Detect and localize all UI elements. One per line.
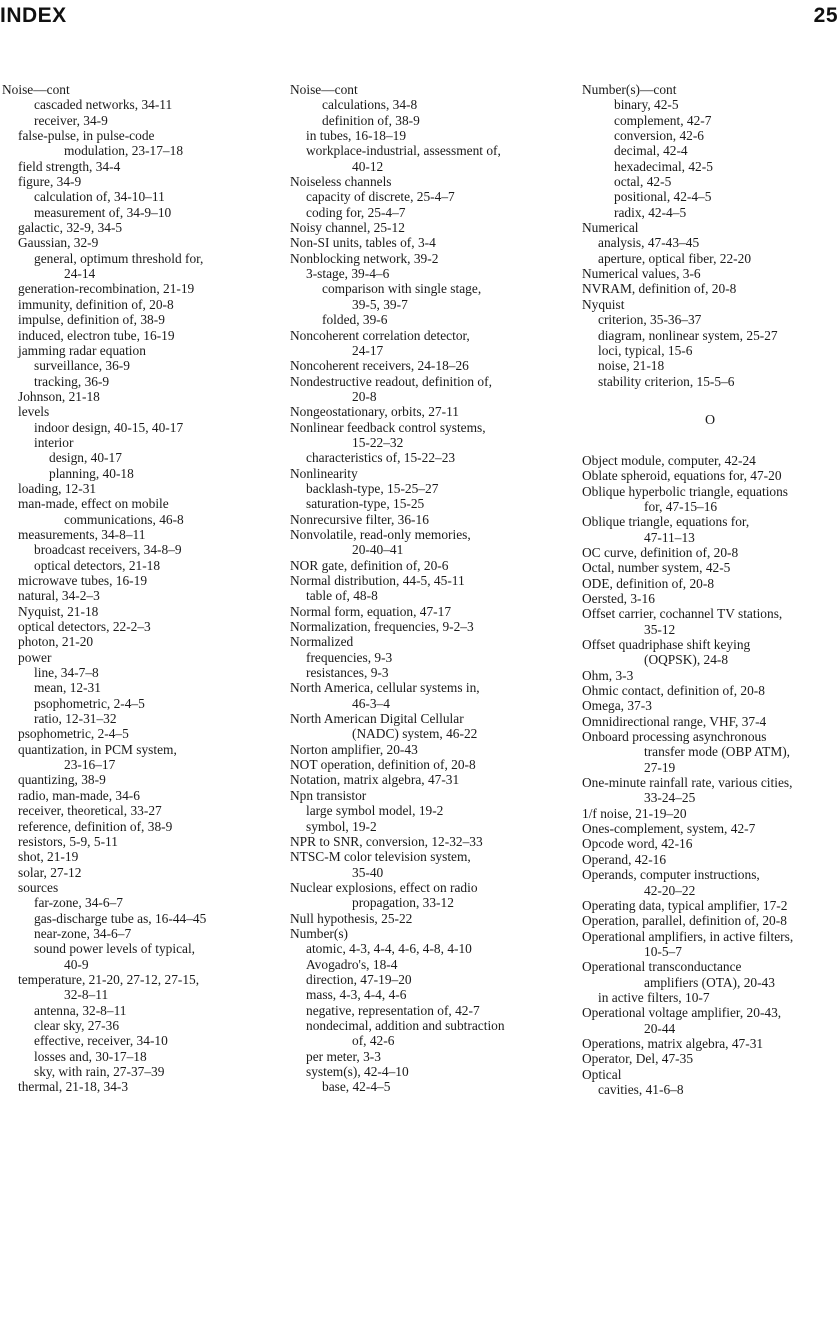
index-main-entry: Operator, Del, 47-35 (582, 1051, 694, 1067)
index-subentry: galactic, 32-9, 34-5 (18, 220, 123, 236)
index-subentry: aperture, optical fiber, 22-20 (598, 250, 752, 266)
index-subentry: 47-11–13 (644, 529, 695, 545)
index-subentry: line, 34-7–8 (34, 665, 99, 681)
index-main-entry: Opcode word, 42-16 (582, 836, 693, 852)
index-subentry: design, 40-17 (49, 450, 122, 466)
index-subentry: far-zone, 34-6–7 (34, 895, 123, 911)
index-subentry: thermal, 21-18, 34-3 (18, 1079, 129, 1095)
index-subentry: 39-5, 39-7 (352, 296, 408, 312)
index-subentry: mean, 12-31 (34, 680, 101, 696)
index-main-entry: Normalization, frequencies, 9-2–3 (290, 619, 474, 635)
index-main-entry: Number(s) (290, 925, 349, 941)
index-subentry: modulation, 23-17–18 (64, 143, 184, 159)
index-main-entry: Operational amplifiers, in active filters, (582, 928, 794, 944)
index-main-entry: Offset carrier, cochannel TV stations, (582, 606, 783, 622)
index-main-entry: Noise—cont (290, 82, 358, 97)
index-subentry: mass, 4-3, 4-4, 4-6 (306, 987, 407, 1003)
index-subentry: levels (18, 404, 50, 420)
index-main-entry: Operation, parallel, definition of, 20-8 (582, 913, 787, 929)
index-main-entry: Number(s)—cont (582, 82, 677, 97)
index-column-1 (2, 82, 264, 1095)
index-subentry: folded, 39-6 (322, 312, 388, 328)
index-subentry: gas-discharge tube as, 16-44–45 (34, 910, 207, 926)
index-subentry: 24-17 (352, 342, 384, 358)
index-main-entry: Noncoherent receivers, 24-18–26 (290, 358, 469, 374)
index-subentry: of, 42-6 (352, 1033, 395, 1049)
index-main-entry: Operand, 42-16 (582, 851, 667, 867)
index-subentry: quantization, in PCM system, (18, 741, 177, 757)
index-subentry: microwave tubes, 16-19 (18, 573, 148, 588)
index-main-entry: Oblique triangle, equations for, (582, 514, 750, 530)
index-main-entry: Nyquist (582, 296, 625, 312)
index-subentry: figure, 34-9 (18, 174, 82, 190)
index-subentry: (OQPSK), 24-8 (644, 652, 729, 668)
index-subentry: resistances, 9-3 (306, 665, 389, 681)
index-main-entry: NOT operation, definition of, 20-8 (290, 757, 476, 773)
index-subentry: negative, representation of, 42-7 (306, 1002, 480, 1018)
index-main-entry: NOR gate, definition of, 20-6 (290, 557, 449, 573)
index-subentry: Nyquist, 21-18 (18, 603, 99, 619)
index-subentry: loading, 12-31 (18, 480, 97, 496)
index-main-entry: Omnidirectional range, VHF, 37-4 (582, 713, 767, 729)
index-subentry: losses and, 30-17–18 (34, 1048, 147, 1064)
index-main-entry: Oblique hyperbolic triangle, equations (582, 483, 789, 499)
index-subentry: psophometric, 2-4–5 (34, 695, 145, 711)
index-subentry: large symbol model, 19-2 (306, 803, 444, 819)
index-main-entry: Norton amplifier, 20-43 (290, 741, 418, 757)
index-subentry: calculations, 34-8 (322, 97, 418, 113)
index-subentry: reference, definition of, 38-9 (18, 818, 173, 834)
index-subentry: interior (34, 434, 74, 450)
index-subentry: analysis, 47-43–45 (598, 235, 700, 251)
index-subentry: 20-8 (352, 388, 377, 404)
index-subentry: calculation of, 34-10–11 (34, 189, 165, 205)
index-subentry: 20-44 (644, 1020, 676, 1036)
index-subentry: in active filters, 10-7 (598, 989, 710, 1005)
index-subentry: planning, 40-18 (49, 465, 134, 481)
index-subentry: 33-24–25 (644, 790, 696, 806)
index-main-entry: Offset quadriphase shift keying (582, 637, 751, 652)
index-main-entry: ODE, definition of, 20-8 (582, 575, 715, 591)
index-subentry: receiver, theoretical, 33-27 (18, 803, 162, 819)
index-main-entry: Operations, matrix algebra, 47-31 (582, 1035, 764, 1051)
index-main-entry: Operational voltage amplifier, 20-43, (582, 1005, 782, 1021)
index-subentry: table of, 48-8 (306, 588, 378, 604)
index-subentry: radix, 42-4–5 (614, 204, 687, 220)
index-subentry: for, 47-15–16 (644, 498, 718, 514)
index-column-2 (290, 82, 560, 1095)
index-subentry: measurements, 34-8–11 (18, 526, 146, 542)
index-main-entry: Object module, computer, 42-24 (582, 452, 756, 468)
index-column-3 (582, 82, 838, 1097)
index-subentry: Gaussian, 32-9 (18, 235, 99, 251)
index-subentry: positional, 42-4–5 (614, 189, 712, 205)
index-subentry: 15-22–32 (352, 434, 404, 450)
index-main-entry: Noise—cont (2, 82, 70, 97)
index-subentry: atomic, 4-3, 4-4, 4-6, 4-8, 4-10 (306, 941, 472, 957)
index-subentry: resistors, 5-9, 5-11 (18, 833, 118, 849)
index-main-entry: Omega, 37-3 (582, 698, 652, 714)
index-subentry: antenna, 32-8–11 (34, 1002, 127, 1018)
index-main-entry: Nonblocking network, 39-2 (290, 250, 439, 266)
index-main-entry: NTSC-M color television system, (290, 849, 471, 865)
index-main-entry: Ohmic contact, definition of, 20-8 (582, 683, 765, 699)
index-subentry: optical detectors, 21-18 (34, 557, 161, 573)
index-subentry: induced, electron tube, 16-19 (18, 327, 175, 343)
index-subentry: loci, typical, 15-6 (598, 342, 693, 358)
index-subentry: workplace-industrial, assessment of, (306, 143, 501, 159)
index-subentry: 35-40 (352, 864, 384, 880)
index-subentry: 35-12 (644, 621, 676, 637)
index-subentry: cascaded networks, 34-11 (34, 97, 173, 113)
index-main-entry: Noisy channel, 25-12 (290, 220, 405, 236)
index-main-entry: North American Digital Cellular (290, 711, 464, 727)
index-subentry: 46-3–4 (352, 695, 390, 711)
index-subentry: broadcast receivers, 34-8–9 (34, 542, 182, 558)
index-subentry: coding for, 25-4–7 (306, 204, 406, 220)
index-subentry: communications, 46-8 (64, 511, 184, 527)
index-subentry: hexadecimal, 42-5 (614, 158, 713, 174)
index-subentry: sources (18, 879, 59, 895)
index-main-entry: Operating data, typical amplifier, 17-2 (582, 897, 788, 913)
index-main-entry: Operands, computer instructions, (582, 867, 760, 883)
index-main-entry: Nonlinearity (290, 465, 358, 481)
index-subentry: transfer mode (OBP ATM), (644, 744, 791, 760)
index-main-entry: Ones-complement, system, 42-7 (582, 821, 756, 837)
index-main-entry: Optical (582, 1066, 622, 1082)
index-subentry: conversion, 42-6 (614, 128, 704, 144)
index-subentry: comparison with single stage, (322, 281, 482, 297)
index-main-entry: Noncoherent correlation detector, (290, 327, 470, 343)
index-subentry: propagation, 33-12 (352, 895, 454, 911)
index-subentry: symbol, 19-2 (306, 818, 377, 834)
index-main-entry: Non-SI units, tables of, 3-4 (290, 235, 436, 251)
index-subentry: 42-20–22 (644, 882, 696, 898)
index-subentry: false-pulse, in pulse-code (18, 128, 155, 144)
index-subentry: 10-5–7 (644, 943, 682, 959)
running-head-title: INDEX (0, 4, 67, 27)
index-subentry: ratio, 12-31–32 (34, 711, 117, 727)
index-subentry: photon, 21-20 (18, 634, 94, 650)
index-main-entry: Nuclear explosions, effect on radio (290, 879, 478, 895)
index-main-entry: Nongeostationary, orbits, 27-11 (290, 404, 459, 420)
index-subentry: tracking, 36-9 (34, 373, 110, 389)
index-subentry: psophometric, 2-4–5 (18, 726, 129, 742)
index-subentry: complement, 42-7 (614, 112, 712, 128)
index-subentry: 24-14 (64, 266, 96, 282)
index-subentry: Avogadro's, 18-4 (306, 956, 398, 972)
index-main-entry: NPR to SNR, conversion, 12-32–33 (290, 833, 483, 849)
index-subentry: stability criterion, 15-5–6 (598, 373, 735, 389)
index-subentry: binary, 42-5 (614, 97, 679, 113)
index-subentry: power (18, 649, 52, 665)
section-letter: O (704, 412, 716, 428)
index-main-entry: NVRAM, definition of, 20-8 (582, 281, 737, 297)
index-main-entry: Octal, number system, 42-5 (582, 560, 731, 576)
index-subentry: 32-8–11 (64, 987, 109, 1003)
index-subentry: generation-recombination, 21-19 (18, 281, 195, 297)
index-main-entry: Normalized (290, 634, 354, 650)
index-subentry: nondecimal, addition and subtraction (306, 1017, 505, 1033)
index-main-entry: Oblate spheroid, equations for, 47-20 (582, 468, 782, 484)
index-main-entry: Ohm, 3-3 (582, 667, 634, 683)
index-main-entry: Npn transistor (290, 787, 367, 803)
index-main-entry: Nonlinear feedback control systems, (290, 419, 486, 435)
index-main-entry: Oersted, 3-16 (582, 590, 655, 606)
index-subentry: 27-19 (644, 759, 676, 775)
index-subentry: amplifiers (OTA), 20-43 (644, 974, 775, 990)
index-subentry: indoor design, 40-15, 40-17 (34, 419, 184, 435)
index-subentry: diagram, nonlinear system, 25-27 (598, 327, 778, 343)
index-subentry: in tubes, 16-18–19 (306, 128, 407, 144)
index-subentry: near-zone, 34-6–7 (34, 925, 132, 941)
index-main-entry: One-minute rainfall rate, various cities, (582, 775, 793, 791)
index-subentry: capacity of discrete, 25-4–7 (306, 189, 455, 205)
index-subentry: 40-12 (352, 158, 384, 174)
index-main-entry: Noiseless channels (290, 174, 392, 190)
index-subentry: man-made, effect on mobile (18, 496, 169, 512)
index-subentry: system(s), 42-4–10 (306, 1064, 409, 1079)
index-subentry: frequencies, 9-3 (306, 649, 393, 665)
index-subentry: surveillance, 36-9 (34, 358, 130, 374)
index-subentry: per meter, 3-3 (306, 1048, 381, 1064)
index-subentry: noise, 21-18 (598, 358, 665, 374)
index-subentry: shot, 21-19 (18, 849, 79, 865)
index-main-entry: North America, cellular systems in, (290, 680, 480, 696)
index-subentry: general, optimum threshold for, (34, 250, 204, 266)
index-main-entry: Operational transconductance (582, 959, 742, 975)
index-subentry: base, 42-4–5 (322, 1079, 391, 1095)
index-main-entry: Null hypothesis, 25-22 (290, 910, 413, 926)
index-subentry: 20-40–41 (352, 542, 404, 558)
index-subentry: cavities, 41-6–8 (598, 1081, 684, 1097)
index-subentry: sound power levels of typical, (34, 941, 196, 957)
index-subentry: (NADC) system, 46-22 (352, 726, 478, 742)
index-subentry: Johnson, 21-18 (18, 388, 100, 404)
index-subentry: solar, 27-12 (18, 864, 82, 880)
index-subentry: impulse, definition of, 38-9 (18, 312, 165, 328)
index-subentry: measurement of, 34-9–10 (34, 204, 172, 220)
index-subentry: clear sky, 27-36 (34, 1017, 120, 1033)
index-subentry: field strength, 34-4 (18, 158, 121, 174)
index-subentry: octal, 42-5 (614, 174, 672, 190)
index-main-entry: Nondestructive readout, definition of, (290, 373, 492, 389)
index-subentry: 23-16–17 (64, 757, 116, 773)
index-subentry: criterion, 35-36–37 (598, 312, 702, 328)
index-subentry: radio, man-made, 34-6 (18, 787, 140, 803)
index-main-entry: Numerical (582, 220, 639, 236)
index-main-entry: Normal distribution, 44-5, 45-11 (290, 573, 465, 588)
index-subentry: decimal, 42-4 (614, 143, 688, 159)
index-main-entry: OC curve, definition of, 20-8 (582, 544, 739, 560)
index-subentry: sky, with rain, 27-37–39 (34, 1064, 165, 1079)
index-subentry: effective, receiver, 34-10 (34, 1033, 168, 1049)
index-main-entry: Numerical values, 3-6 (582, 266, 701, 282)
index-subentry: saturation-type, 15-25 (306, 496, 425, 512)
index-subentry: 3-stage, 39-4–6 (306, 266, 390, 282)
index-subentry: immunity, definition of, 20-8 (18, 296, 174, 312)
index-subentry: backlash-type, 15-25–27 (306, 480, 439, 496)
page-number: 25 (813, 4, 838, 27)
index-subentry: direction, 47-19–20 (306, 971, 412, 987)
index-main-entry: Onboard processing asynchronous (582, 729, 767, 745)
index-main-entry: Normal form, equation, 47-17 (290, 603, 452, 619)
index-subentry: receiver, 34-9 (34, 112, 108, 128)
index-main-entry: Nonvolatile, read-only memories, (290, 526, 471, 542)
index-subentry: temperature, 21-20, 27-12, 27-15, (18, 971, 200, 987)
index-subentry: quantizing, 38-9 (18, 772, 106, 788)
index-subentry: natural, 34-2–3 (18, 588, 100, 604)
index-main-entry: Nonrecursive filter, 36-16 (290, 511, 429, 527)
index-subentry: characteristics of, 15-22–23 (306, 450, 456, 466)
index-subentry: optical detectors, 22-2–3 (18, 619, 151, 635)
index-main-entry: 1/f noise, 21-19–20 (582, 805, 687, 821)
index-subentry: jamming radar equation (18, 342, 146, 358)
index-subentry: definition of, 38-9 (322, 112, 420, 128)
index-subentry: 40-9 (64, 956, 89, 972)
index-main-entry: Notation, matrix algebra, 47-31 (290, 772, 460, 788)
